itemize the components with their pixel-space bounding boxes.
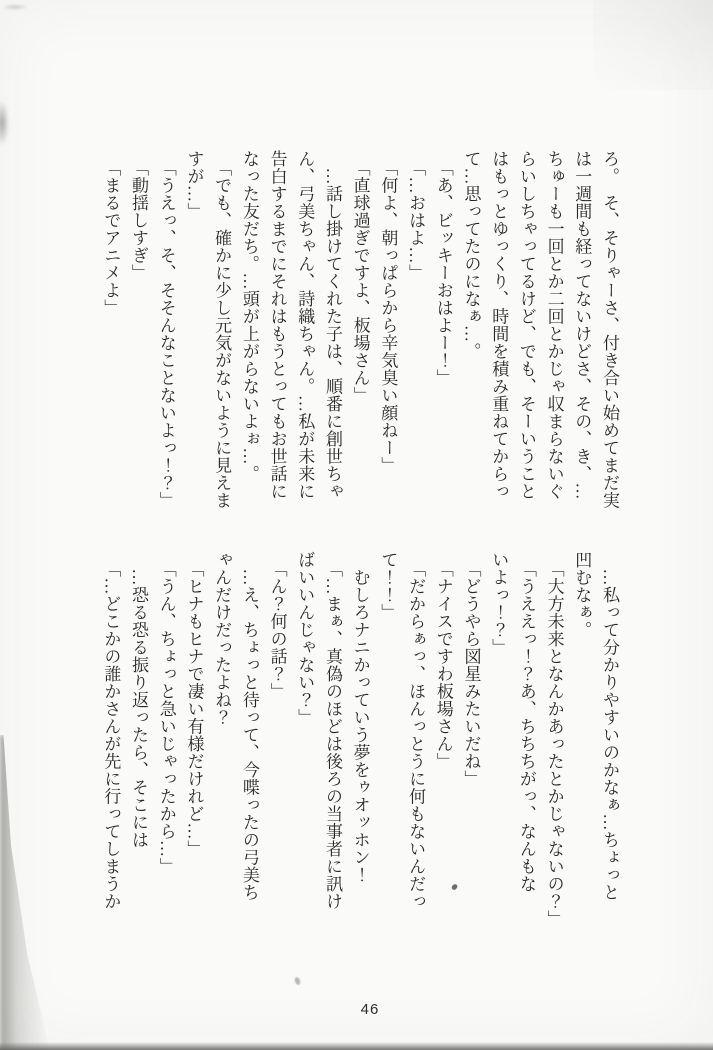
text-column: 「だからぁっ、ほんっとうに何もないんだっ bbox=[406, 551, 426, 910]
text-column: 「何よ、朝っぱらから辛気臭い顔ねー」 bbox=[378, 150, 398, 474]
text-column: 「でも、確かに少し元気がないように見えま bbox=[212, 150, 232, 509]
text-column: 「ヒナもヒナで凄い有様だけれど…」 bbox=[184, 551, 204, 858]
text-column: …私って分かりやすいのかなぁ…ちょっと bbox=[600, 551, 619, 901]
text-column: て！！」 bbox=[378, 551, 398, 621]
text-column: なった友だち。…頭が上がらないよぉ…。 bbox=[239, 150, 259, 483]
text-column: らいしちゃってるけど、でも、そーいうこと bbox=[516, 150, 536, 500]
faint-speck bbox=[294, 976, 301, 985]
text-column: 「まるでアニメよ」 bbox=[101, 150, 121, 317]
top-left-smudge bbox=[0, 100, 9, 146]
text-column: は一週間も経ってないけどさ、その、き、… bbox=[572, 150, 592, 500]
text-column: 「うん、ちょっと急いじゃったから…」 bbox=[156, 551, 176, 875]
text-block-lower bbox=[97, 551, 623, 959]
text-column: むしろナニかっていう夢をゥオッホン！ bbox=[350, 551, 370, 884]
text-column: 「ナイスですわ板場さん」 bbox=[433, 551, 453, 770]
top-left-dot bbox=[2, 4, 28, 10]
text-column: 告白するまでにそれはもうとってもお世話に bbox=[267, 150, 287, 500]
text-column: 「大方未来となんかあったとかじゃないの？」 bbox=[544, 551, 564, 928]
left-edge-shadow bbox=[0, 735, 50, 1050]
page-number: 46 bbox=[360, 1001, 380, 1018]
text-column: …恐る恐る振り返ったら、そこには bbox=[129, 551, 149, 849]
text-column: はもっとゆっくり、時間を積み重ねてからっ bbox=[489, 150, 509, 500]
text-column: ろ。 そ、そりゃーさ、付き合い始めてまだ実 bbox=[600, 150, 619, 509]
text-column: ん、弓美ちゃん、詩織ちゃん。…私が未来に bbox=[295, 150, 315, 500]
text-column: 「あ、ビッキーおはよー！」 bbox=[433, 150, 453, 387]
text-column: 「ん？何の話？」 bbox=[267, 551, 287, 700]
text-column: ゃんだけだったよね？ bbox=[212, 551, 232, 726]
text-column: 「どうやら図星みたいだね」 bbox=[461, 551, 481, 788]
text-column: 「直球過ぎですよ、板場さん」 bbox=[350, 150, 370, 404]
text-column: 「うええっ！？あ、ちちちがっ、なんもな bbox=[516, 551, 536, 893]
corner-scan-tint bbox=[593, 0, 713, 90]
text-column: 「…まぁ、真偽のほどは後ろの当事者に訊け bbox=[322, 551, 342, 910]
text-column: ばいいんじゃない？」 bbox=[295, 551, 315, 726]
text-column: ちゅーも一回とか二回とかじゃ収まらないぐ bbox=[544, 150, 564, 500]
bottom-edge-shadow bbox=[0, 1042, 713, 1050]
text-column: …え、ちょっと待って、今喋ったの弓美ち bbox=[239, 551, 259, 901]
text-column: すが…」 bbox=[184, 150, 204, 220]
text-column: 「…おはよ…」 bbox=[406, 150, 426, 282]
text-block-upper bbox=[97, 150, 623, 558]
text-column: いよっ！？」 bbox=[489, 551, 509, 656]
text-column: て…思ってたのになぁ…。 bbox=[461, 150, 481, 360]
text-column: …話し掛けてくれた子は、順番に創世ちゃ bbox=[322, 150, 342, 500]
text-column: 「うえっ、そ、そそんなことないよっ！？」 bbox=[156, 150, 176, 509]
text-column: 「動揺しすぎ」 bbox=[129, 150, 149, 282]
text-column: 凹むなぁ。 bbox=[572, 551, 592, 639]
text-column: 「…どこかの誰かさんが先に行ってしまうか bbox=[101, 551, 121, 910]
